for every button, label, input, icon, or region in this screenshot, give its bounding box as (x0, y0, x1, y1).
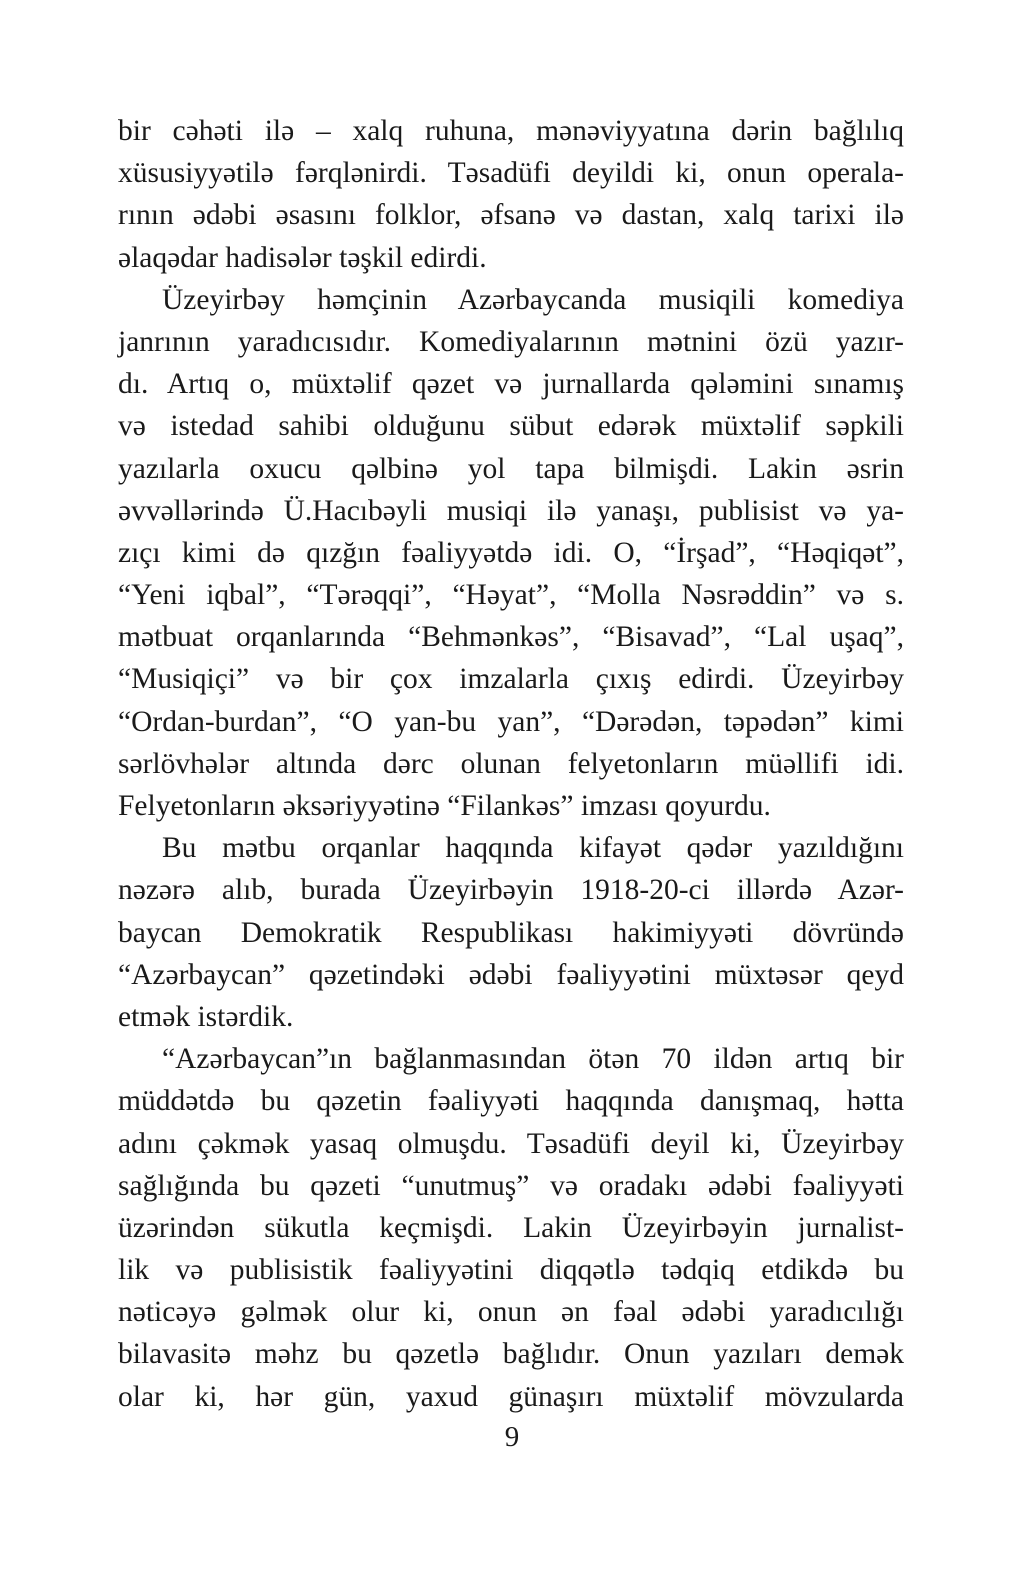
text-line: və istedad sahibi olduğunu sübut edərək müxtəlif səpkili (118, 410, 904, 443)
text-line: sağlığında bu qəzeti “unutmuş” və oradakı ədəbi fəaliyyəti (118, 1169, 904, 1202)
text-line: üzərindən sükutla keçmişdi. Lakin Üzeyirbəyin jurnalist- (118, 1211, 904, 1244)
text-line: əlaqədar hadisələr təşkil edirdi. (118, 241, 487, 274)
text-line: Üzeyirbəy həmçinin Azərbaycanda musiqili komediya (162, 283, 904, 316)
page-number: 9 (504, 1421, 520, 1453)
text-line: adını çəkmək yasaq olmuşdu. Təsadüfi deyil ki, Üzeyirbəy (118, 1127, 904, 1160)
text-line: mətbuat orqanlarında “Behmənkəs”, “Bisavad”, “Lal uşaq”, (118, 621, 904, 654)
text-line: rının ədəbi əsasını folklor, əfsanə və dastan, xalq tarixi ilə (118, 199, 904, 232)
text-line: lik və publisistik fəaliyyətini diqqətlə tədqiq etdikdə bu (118, 1254, 904, 1287)
text-line: “Azərbaycan”ın bağlanmasından ötən 70 ildən artıq bir (162, 1043, 904, 1076)
text-line: sərlövhələr altında dərc olunan felyetonların müəllifi idi. (118, 747, 904, 780)
text-line: dı. Artıq o, müxtəlif qəzet və jurnallarda qələmini sınamış (118, 368, 904, 401)
text-line: əvvəllərində Ü.Hacıbəyli musiqi ilə yanaşı, publisist və ya- (118, 494, 904, 527)
text-line: Bu mətbu orqanlar haqqında kifayət qədər yazıldığını (162, 832, 904, 865)
text-line: zıçı kimi də qızğın fəaliyyətdə idi. O, “İrşad”, “Həqiqət”, (118, 536, 904, 569)
body-text (118, 110, 904, 1418)
text-line: yazılarla oxucu qəlbinə yol tapa bilmişdi. Lakin əsrin (118, 452, 904, 485)
text-line: Felyetonların əksəriyyətinə “Filankəs” imzası qoyurdu. (118, 790, 771, 822)
text-line: xüsusiyyətilə fərqlənirdi. Təsadüfi deyildi ki, onun operala- (118, 157, 904, 190)
text-line: etmək istərdik. (118, 1000, 294, 1033)
text-line: “Ordan-burdan”, “O yan-bu yan”, “Dərədən, təpədən” kimi (118, 705, 904, 738)
text-line: nəticəyə gəlmək olur ki, onun ən fəal ədəbi yaradıcılığı (118, 1296, 904, 1329)
text-line: baycan Demokratik Respublikası hakimiyyəti dövründə (118, 916, 904, 949)
text-line: “Musiqiçi” və bir çox imzalarla çıxış edirdi. Üzeyirbəy (118, 663, 904, 696)
text-line: bilavasitə məhz bu qəzetlə bağlıdır. Onun yazıları demək (118, 1338, 904, 1371)
text-line: “Azərbaycan” qəzetindəki ədəbi fəaliyyətini müxtəsər qeyd (118, 958, 904, 991)
text-line: janrının yaradıcısıdır. Komediyalarının mətnini özü yazır- (118, 325, 904, 358)
text-line: olar ki, hər gün, yaxud günaşırı müxtəlif mövzularda (118, 1380, 904, 1413)
text-line: nəzərə alıb, burada Üzeyirbəyin 1918-20-ci illərdə Azər- (118, 874, 904, 907)
text-line: “Yeni iqbal”, “Tərəqqi”, “Həyat”, “Molla Nəsrəddin” və s. (118, 579, 904, 612)
text-line: müddətdə bu qəzetin fəaliyyəti haqqında danışmaq, hətta (118, 1085, 904, 1118)
text-line: bir cəhəti ilə – xalq ruhuna, mənəviyyatına dərin bağlılıq (118, 115, 904, 147)
